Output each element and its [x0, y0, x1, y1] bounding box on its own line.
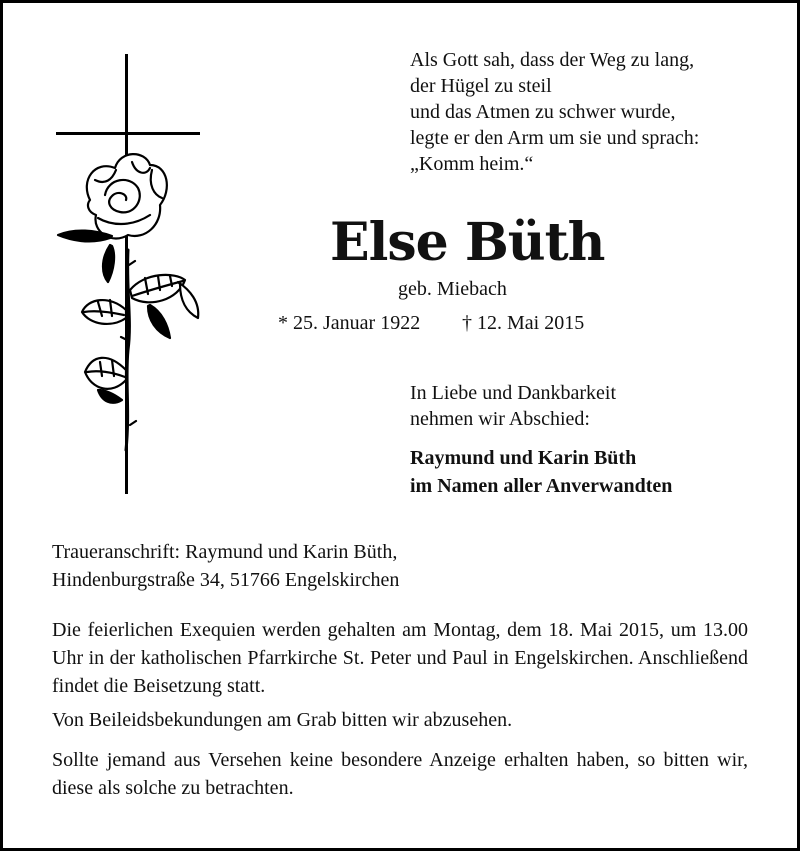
- poem-line: legte er den Arm um sie und sprach:: [410, 127, 700, 149]
- maiden-name: geb. Miebach: [398, 278, 507, 300]
- farewell-line: In Liebe und Dankbarkeit: [410, 382, 617, 404]
- poem-line: der Hügel zu steil: [410, 75, 552, 97]
- poem-line: und das Atmen zu schwer wurde,: [410, 101, 676, 123]
- signer-line: Raymund und Karin Büth: [410, 447, 637, 469]
- poem: [410, 47, 770, 177]
- mourning-address: [52, 538, 399, 594]
- condolence-paragraph: Von Beileidsbekundungen am Grab bitten wir abzusehen.: [52, 709, 513, 731]
- death-date: † 12. Mai 2015: [462, 312, 585, 334]
- signers: [410, 444, 672, 500]
- address-line: Hindenburgstraße 34, 51766 Engelskirchen: [52, 569, 400, 591]
- cross-with-rose-icon: [50, 50, 210, 495]
- signer-line: im Namen aller Anverwandten: [410, 475, 673, 497]
- notice-paragraph: Sollte jemand aus Versehen keine besondere Anzeige erhalten haben, so bitten wir, diese als solche zu betrachten.: [52, 749, 748, 799]
- farewell-text: [410, 380, 616, 432]
- birth-date: * 25. Januar 1922: [278, 312, 421, 334]
- funeral-service-paragraph: Die feierlichen Exequien werden gehalten am Montag, dem 18. Mai 2015, um 13.00 Uhr in der katholischen Pfarrkirche St. Peter und Paul in Engelskirchen. Anschließend findet die Beisetzung statt.: [52, 619, 748, 697]
- poem-line: Als Gott sah, dass der Weg zu lang,: [410, 49, 695, 71]
- deceased-name: Else Büth: [330, 212, 605, 273]
- rose-icon: [58, 154, 198, 450]
- farewell-line: nehmen wir Abschied:: [410, 408, 590, 430]
- poem-line: „Komm heim.“: [410, 153, 534, 175]
- address-line: Traueranschrift: Raymund und Karin Büth,: [52, 541, 398, 563]
